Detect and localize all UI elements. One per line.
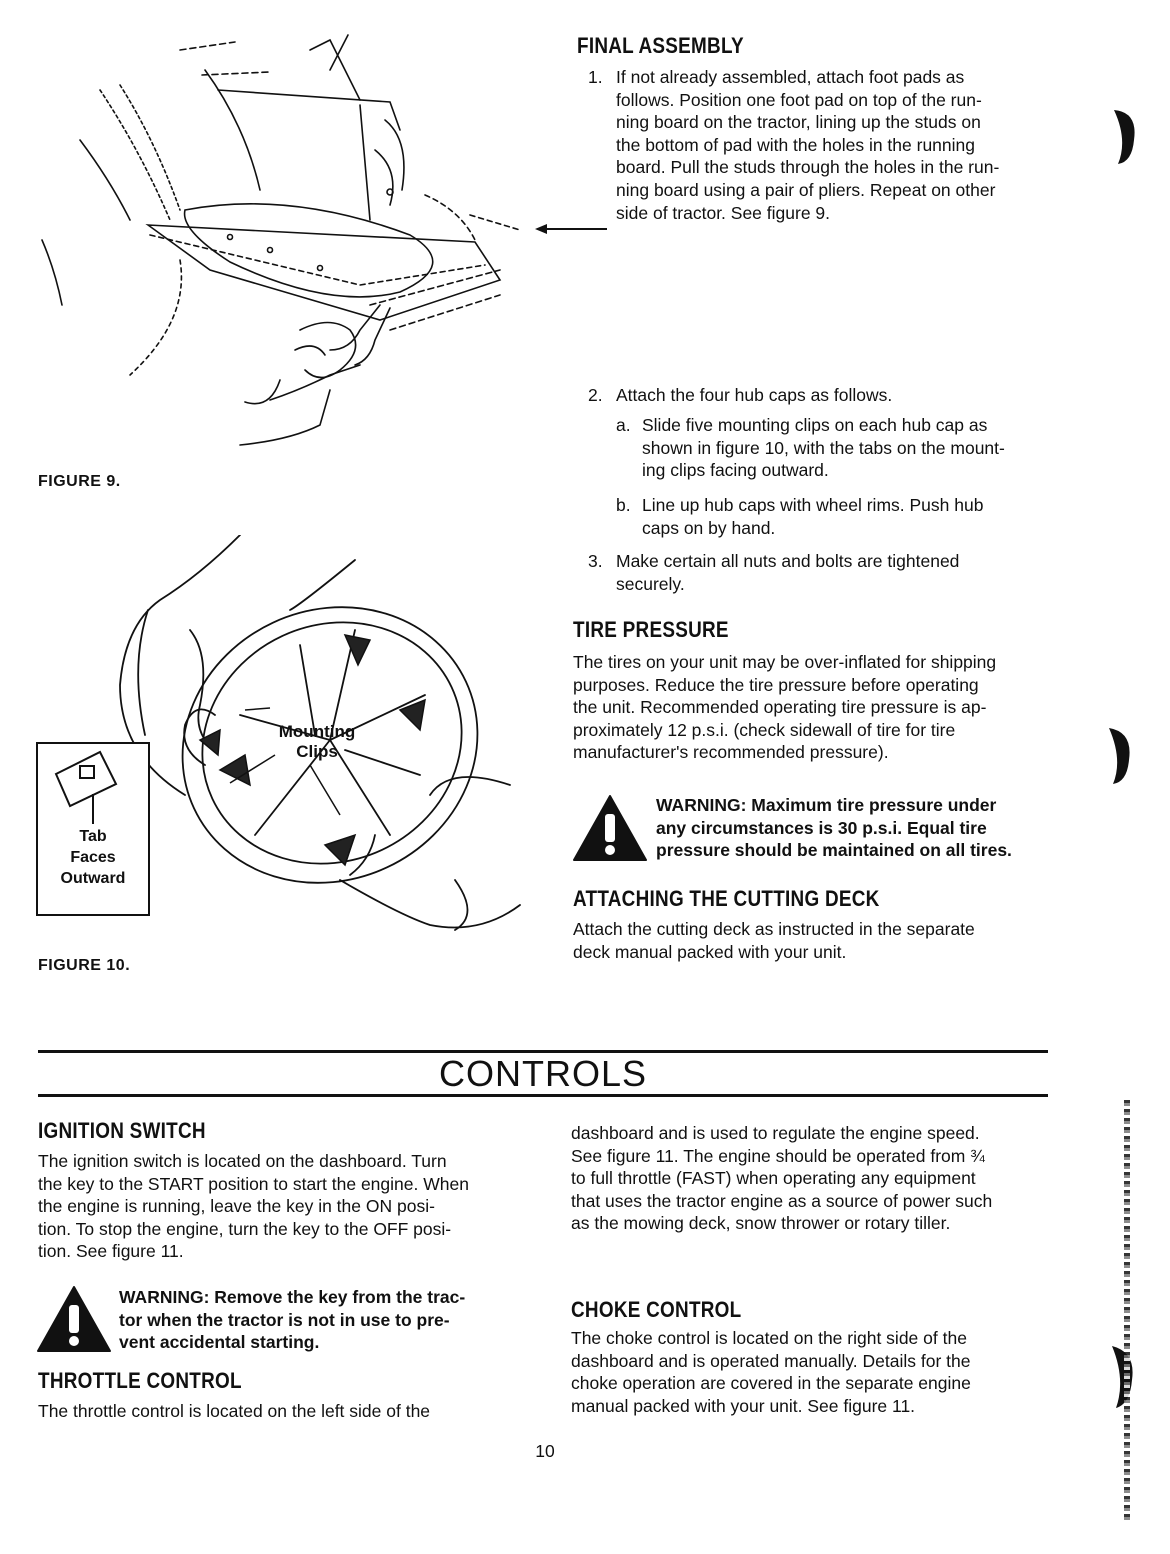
- binding-hole-mark-icon: [1100, 100, 1140, 170]
- ignition-warning-text: [119, 1286, 539, 1354]
- ignition-line: The ignition switch is located on the dashboard. Turn: [38, 1151, 447, 1171]
- tire-warning-line: any circumstances is 30 p.s.i. Equal tire: [656, 817, 987, 838]
- cutting-deck-line: Attach the cutting deck as instructed in the separate: [573, 919, 975, 939]
- cutting-deck-heading: ATTACHING THE CUTTING DECK: [573, 886, 880, 911]
- step-2-number: 2.: [588, 385, 603, 405]
- throttle-control-continued: [571, 1122, 1061, 1235]
- binding-hole-mark-icon: [1098, 1338, 1138, 1414]
- tire-pressure-line: The tires on your unit may be over-inflated for shipping: [573, 652, 997, 672]
- ignition-line: the key to the START position to start the engine. When: [38, 1173, 469, 1194]
- scan-edge-strip: [1124, 1100, 1130, 1520]
- throttle-control-text: [38, 1400, 528, 1423]
- step-1-number: 1.: [588, 67, 603, 87]
- mounting-clips-line2: Clips: [296, 742, 338, 761]
- step-1-line: ning board on the tractor, lining up the studs on: [616, 112, 981, 133]
- choke-line: manual packed with your unit. See figure 11.: [571, 1395, 916, 1416]
- step-2-text: Attach the four hub caps as follows.: [616, 385, 893, 405]
- warning-triangle-icon: [36, 1285, 112, 1353]
- controls-title: CONTROLS: [438, 1053, 648, 1094]
- step-1-line: follows. Position one foot pad on top of the run-: [616, 89, 982, 110]
- final-assembly-step-2a: [616, 414, 1066, 482]
- tire-warning-line: WARNING: Maximum tire pressure under: [656, 795, 997, 815]
- mounting-clips-label: [262, 722, 372, 762]
- step-1-line: side of tractor. See figure 9.: [616, 202, 831, 223]
- step-1-line: ning board using a pair of pliers. Repeat on other: [616, 179, 996, 200]
- choke-line: The choke control is located on the right side of the: [571, 1328, 967, 1348]
- ignition-switch-text: [38, 1150, 528, 1263]
- step-2b-line: caps on by hand.: [642, 517, 776, 538]
- tire-pressure-line: the unit. Recommended operating tire pressure is ap-: [573, 697, 987, 718]
- step-2b-letter: b.: [616, 495, 631, 515]
- step-2b-line: Line up hub caps with wheel rims. Push hub: [642, 495, 984, 515]
- mounting-clips-line1: Mounting: [278, 722, 356, 741]
- step-3-line: Make certain all nuts and bolts are tightened: [616, 551, 960, 571]
- final-assembly-heading: FINAL ASSEMBLY: [577, 33, 744, 58]
- final-assembly-step-3: [588, 550, 1068, 595]
- throttle-control-heading: THROTTLE CONTROL: [38, 1368, 242, 1393]
- tab-label-line2: Faces: [70, 849, 116, 866]
- tab-faces-outward-inset: [36, 742, 150, 916]
- step-2a-letter: a.: [616, 415, 631, 435]
- step-2a-line: Slide five mounting clips on each hub cap as: [642, 415, 988, 435]
- step-1-line: the bottom of pad with the holes in the running: [616, 134, 975, 155]
- warning-triangle-icon: [572, 794, 648, 862]
- choke-control-heading: CHOKE CONTROL: [571, 1297, 742, 1322]
- controls-bottom-rule: [38, 1094, 1048, 1097]
- ignition-line: the engine is running, leave the key in the ON posi-: [38, 1196, 435, 1217]
- tab-label-line3: Outward: [60, 870, 126, 887]
- step-2a-line: shown in figure 10, with the tabs on the mount-: [642, 437, 1005, 458]
- ignition-warning-line: WARNING: Remove the key from the trac-: [119, 1287, 466, 1307]
- ignition-line: tion. See figure 11.: [38, 1241, 184, 1262]
- page-number: 10: [535, 1441, 555, 1461]
- tire-pressure-line: manufacturer's recommended pressure).: [573, 742, 889, 763]
- step-1-line: If not already assembled, attach foot pads as: [616, 67, 965, 87]
- figure-10-caption: FIGURE 10.: [38, 957, 131, 974]
- choke-control-text: [571, 1327, 1061, 1417]
- final-assembly-step-2b: [616, 494, 1066, 539]
- tire-pressure-line: proximately 12 p.s.i. (check sidewall of tire for tire: [573, 719, 956, 740]
- cutting-deck-line: deck manual packed with your unit.: [573, 941, 847, 962]
- step-2a-line: ing clips facing outward.: [642, 460, 829, 481]
- final-assembly-step-2: [588, 384, 1068, 407]
- throttle-cont-line: dashboard and is used to regulate the engine speed.: [571, 1123, 980, 1143]
- tire-pressure-heading: TIRE PRESSURE: [573, 617, 729, 642]
- binding-hole-mark-icon: [1095, 720, 1135, 790]
- tire-warning-line: pressure should be maintained on all tires.: [656, 840, 1012, 861]
- choke-line: choke operation are covered in the separate engine: [571, 1373, 971, 1394]
- tab-label-line1: Tab: [79, 828, 107, 845]
- cutting-deck-text: [573, 918, 1063, 963]
- throttle-cont-line: as the mowing deck, snow thrower or rotary tiller.: [571, 1213, 951, 1234]
- step-3-number: 3.: [588, 551, 603, 571]
- clip-tab-icon: [38, 744, 148, 826]
- ignition-line: tion. To stop the engine, turn the key to the OFF posi-: [38, 1218, 452, 1239]
- throttle-cont-line: to full throttle (FAST) when operating any equipment: [571, 1168, 976, 1189]
- ignition-switch-heading: IGNITION SWITCH: [38, 1118, 206, 1143]
- throttle-line: The throttle control is located on the left side of the: [38, 1401, 431, 1421]
- step-3-line: securely.: [616, 573, 685, 594]
- ignition-warning-line: vent accidental starting.: [119, 1332, 320, 1353]
- choke-line: dashboard and is operated manually. Details for the: [571, 1350, 971, 1371]
- tire-pressure-line: purposes. Reduce the tire pressure before operating: [573, 674, 979, 695]
- tire-warning-text: [656, 794, 1076, 862]
- throttle-cont-line: See figure 11. The engine should be operated from ¾: [571, 1145, 985, 1166]
- ignition-warning-line: tor when the tractor is not in use to pre-: [119, 1309, 450, 1330]
- figure-9-caption: FIGURE 9.: [38, 473, 121, 490]
- throttle-cont-line: that uses the tractor engine as a source of power such: [571, 1190, 993, 1211]
- final-assembly-step-1: [588, 66, 1068, 224]
- step-1-line: board. Pull the studs through the holes in the run-: [616, 157, 1000, 178]
- tire-pressure-text: [573, 651, 1063, 764]
- figure-9-illustration: [30, 30, 560, 460]
